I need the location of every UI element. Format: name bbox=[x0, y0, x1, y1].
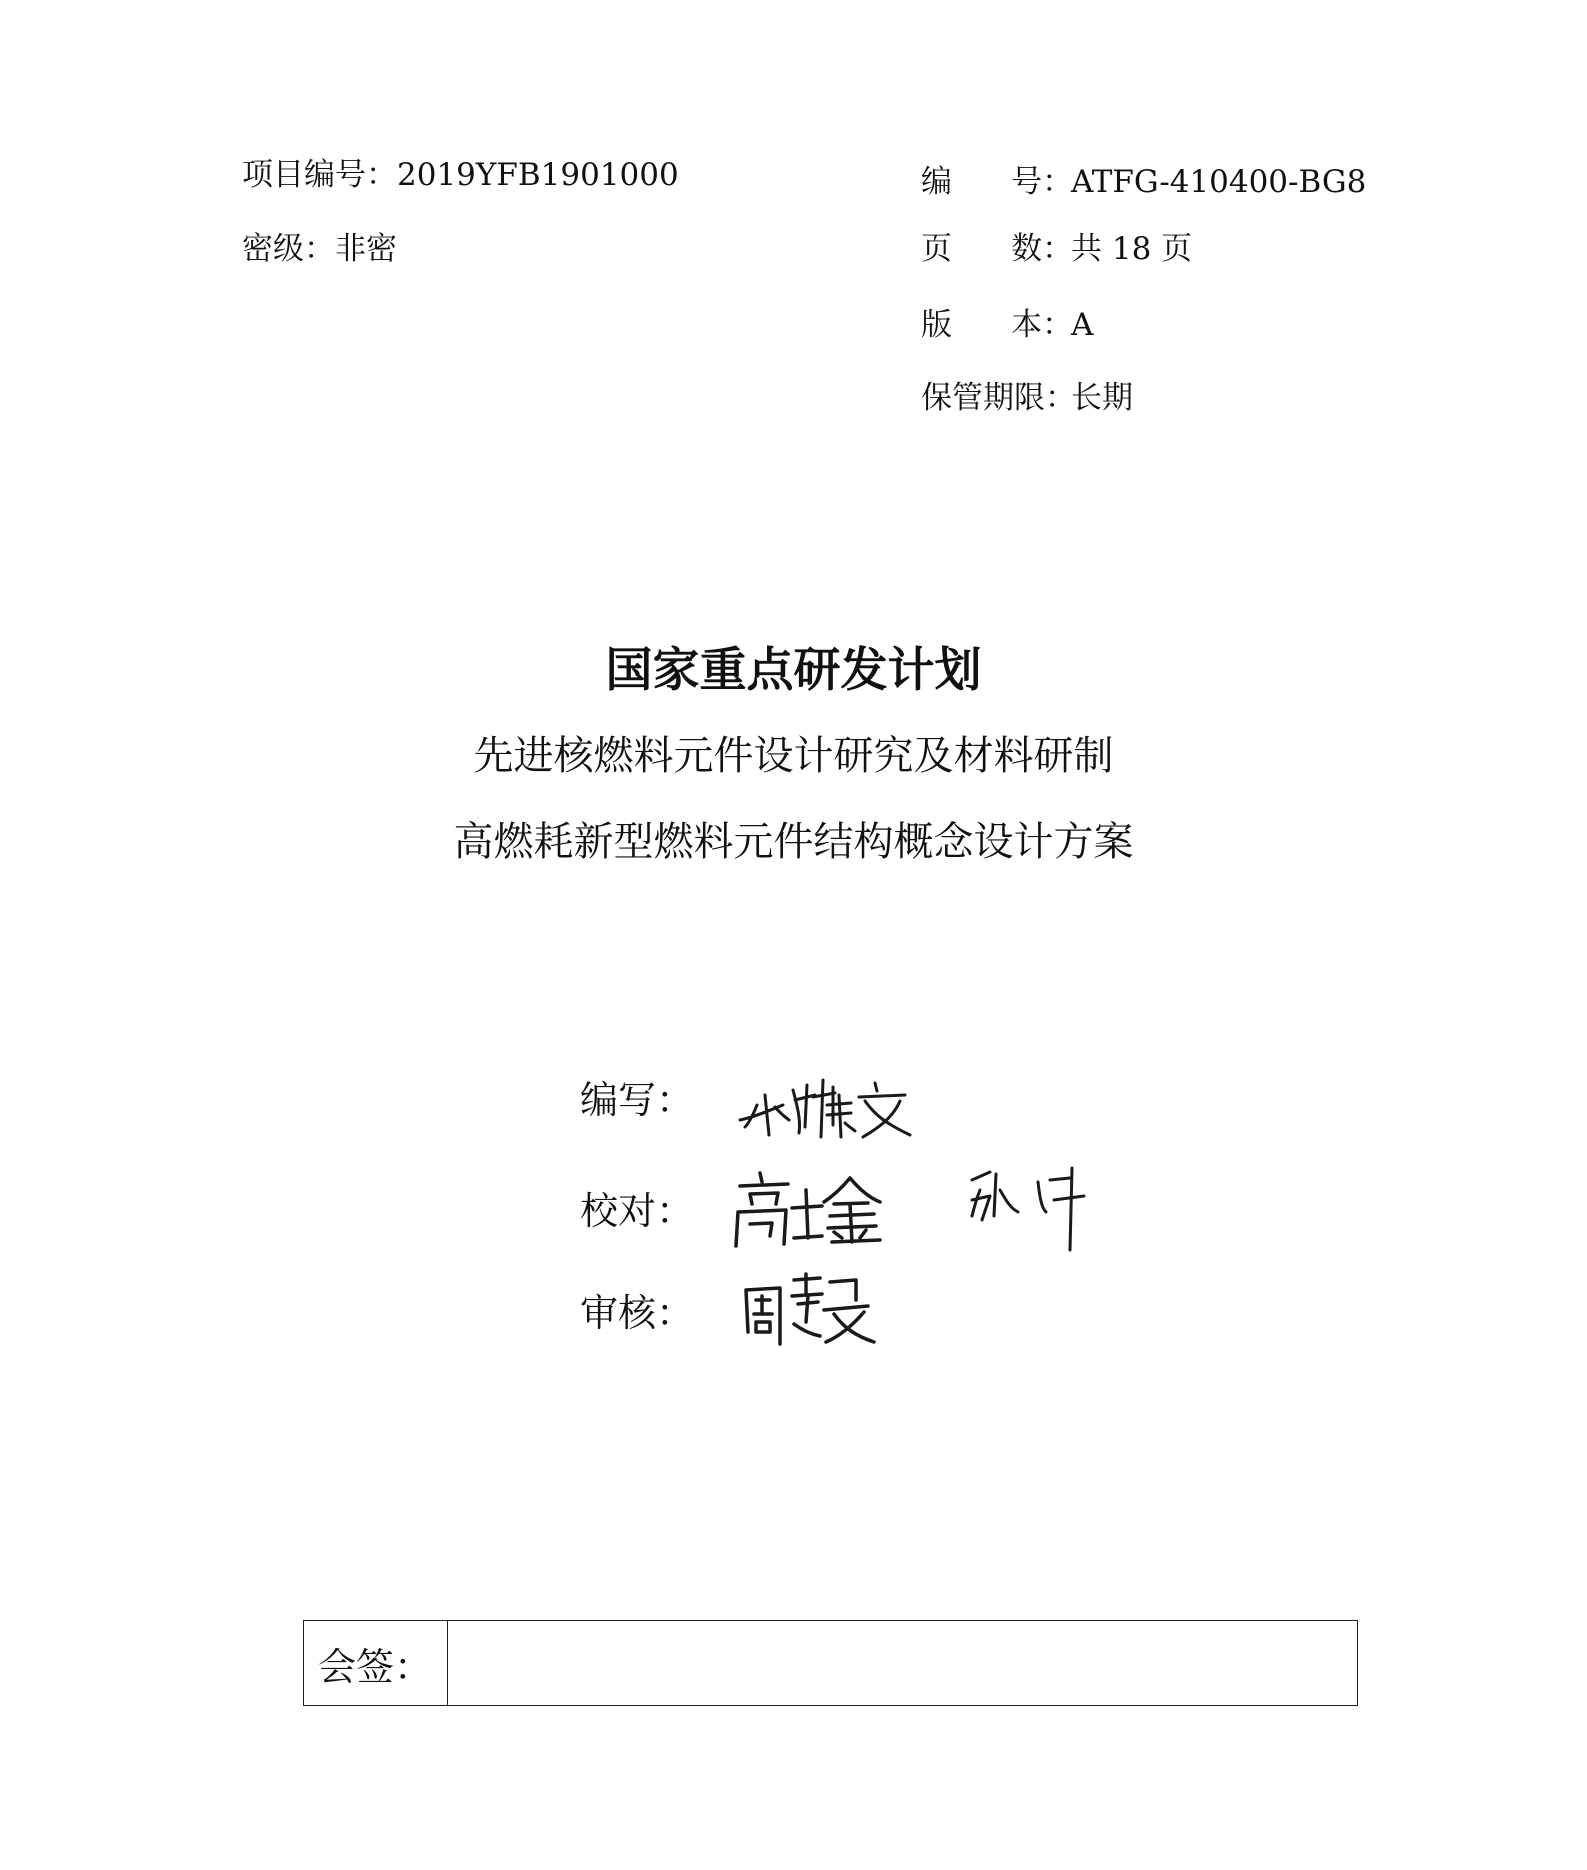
retention-row bbox=[921, 378, 1133, 418]
countersign-table bbox=[303, 1620, 1358, 1706]
classification-value: 非密 bbox=[335, 231, 397, 267]
doc-number-label: 编 号： bbox=[921, 164, 1074, 200]
page-count-row bbox=[921, 229, 1192, 269]
classification-label: 密级： bbox=[242, 231, 335, 267]
countersign-label: 会签： bbox=[304, 1621, 448, 1705]
proofreader-label: 校对： bbox=[580, 1189, 695, 1233]
page-count-label: 页 数： bbox=[921, 231, 1074, 267]
author-signature bbox=[735, 1065, 915, 1145]
page-count-value: 共 18 页 bbox=[1071, 231, 1193, 267]
main-title: 国家重点研发计划 bbox=[605, 643, 982, 698]
retention-label: 保管期限： bbox=[921, 380, 1076, 416]
retention-value: 长期 bbox=[1071, 380, 1133, 416]
proofreader-signature-2 bbox=[960, 1160, 1100, 1260]
countersign-field[interactable] bbox=[448, 1621, 1357, 1705]
subtitle-document: 高燃耗新型燃料元件结构概念设计方案 bbox=[453, 819, 1134, 865]
subtitle-project: 先进核燃料元件设计研究及材料研制 bbox=[473, 733, 1114, 779]
doc-number-row bbox=[921, 162, 1366, 202]
doc-number-value: ATFG-410400-BG8 bbox=[1071, 164, 1367, 200]
project-number-row bbox=[242, 155, 679, 195]
author-label: 编写： bbox=[580, 1078, 695, 1122]
reviewer-label: 审核： bbox=[580, 1291, 695, 1335]
reviewer-signature bbox=[740, 1270, 880, 1350]
project-number-value: 2019YFB1901000 bbox=[397, 157, 679, 193]
classification-row bbox=[242, 229, 397, 269]
version-value: A bbox=[1071, 307, 1094, 343]
version-row bbox=[921, 305, 1093, 345]
proofreader-signature bbox=[730, 1168, 910, 1248]
project-number-label: 项目编号： bbox=[242, 157, 397, 193]
version-label: 版 本： bbox=[921, 307, 1074, 343]
